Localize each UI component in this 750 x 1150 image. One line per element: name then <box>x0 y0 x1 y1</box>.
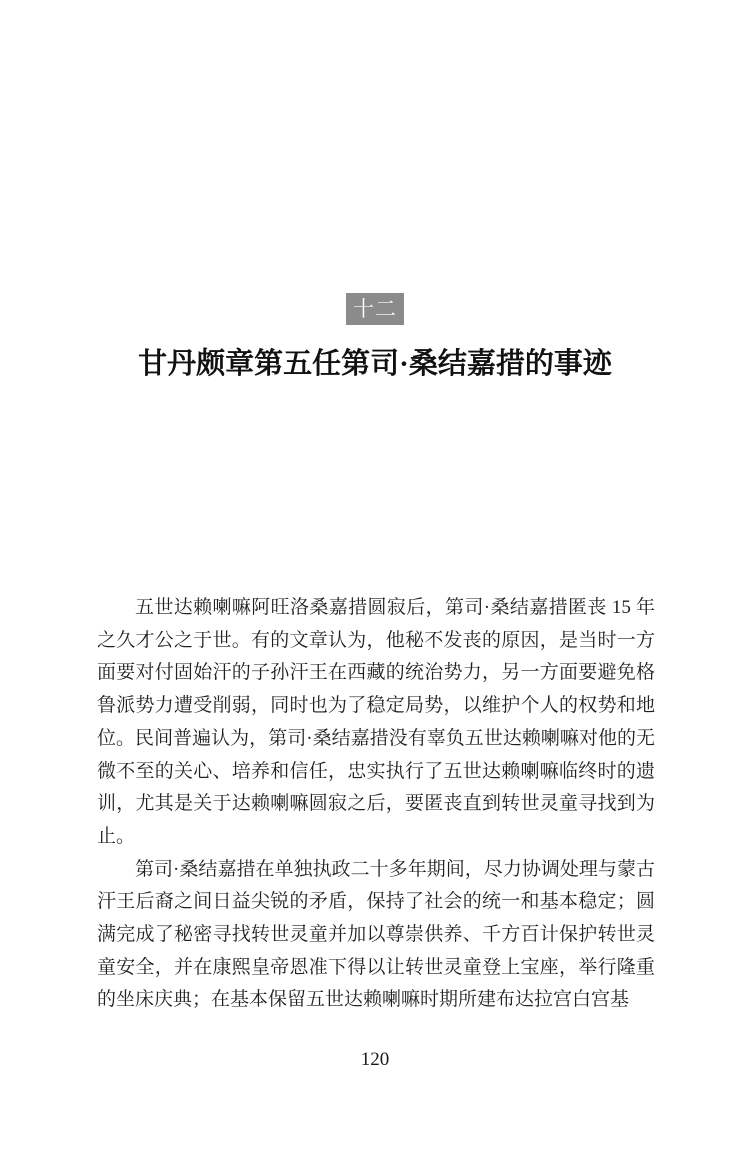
body-text <box>97 592 655 1017</box>
page-number: 120 <box>360 1049 390 1070</box>
paragraph-1: 五世达赖喇嘛阿旺洛桑嘉措圆寂后，第司·桑结嘉措匿丧 15 年之久才公之于世。有的文章认为，他秘不发丧的原因，是当时一方面要对付固始汗的子孙汗王在西藏的统治势力，另一方面要避免格鲁派势力遭受削弱，同时也为了稳定局势，以维护个人的权势和地位。民间普遍认为，第司·桑结嘉措没有辜负五世达赖喇嘛对他的无微不至的关心、培养和信任，忠实执行了五世达赖喇嘛临终时的遗训，尤其是关于达赖喇嘛圆寂之后，要匿丧直到转世灵童寻找到为止。 <box>97 597 655 847</box>
paragraph-2: 第司·桑结嘉措在单独执政二十多年期间，尽力协调处理与蒙古汗王后裔之间日益尖锐的矛盾，保持了社会的统一和基本稳定；圆满完成了秘密寻找转世灵童并加以尊崇供养、千方百计保护转世灵童安全，并在康熙皇帝恩准下得以让转世灵童登上宝座，举行隆重的坐床庆典；在基本保留五世达赖喇嘛时期所建布达拉宫白宫基 <box>97 858 655 1011</box>
chapter-badge-row <box>0 293 750 325</box>
chapter-number-badge: 十二 <box>346 293 404 325</box>
chapter-title: 甘丹颇章第五任第司·桑结嘉措的事迹 <box>138 348 612 380</box>
